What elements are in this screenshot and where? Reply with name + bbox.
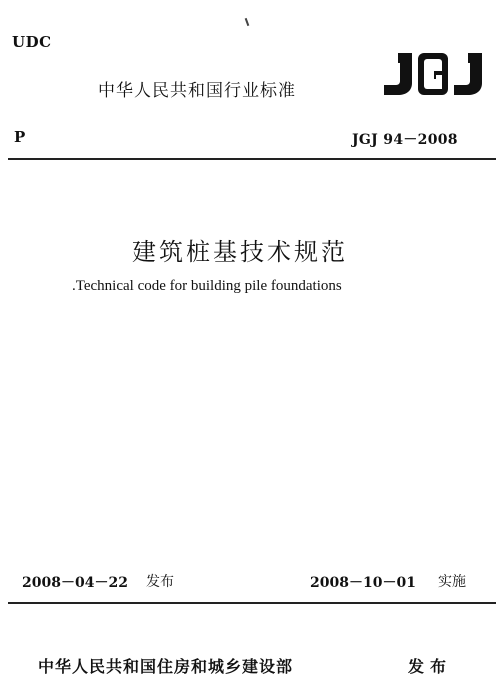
standard-number: JGJ 94－2008 — [352, 132, 458, 148]
issuer-category: 中华人民共和国行业标准 — [98, 81, 296, 101]
implementation-date: 2008－10－01 — [310, 575, 416, 591]
issue-label: 发布 — [146, 574, 174, 590]
title-chinese: 建筑桩基技术规范 — [132, 238, 348, 266]
issue-date: 2008－04－22 — [22, 575, 128, 591]
jgj-logo — [378, 49, 490, 97]
scan-speck — [245, 18, 250, 26]
implementation-label: 实施 — [438, 574, 466, 590]
publisher: 中华人民共和国住房和城乡建设部 — [38, 657, 294, 676]
udc-label: UDC — [12, 33, 52, 51]
classification-code: P — [14, 128, 26, 146]
publish-label: 发布 — [408, 657, 453, 676]
footer-divider — [8, 602, 496, 604]
header-divider — [8, 158, 496, 160]
title-english: .Technical code for building pile foundations — [72, 278, 342, 294]
